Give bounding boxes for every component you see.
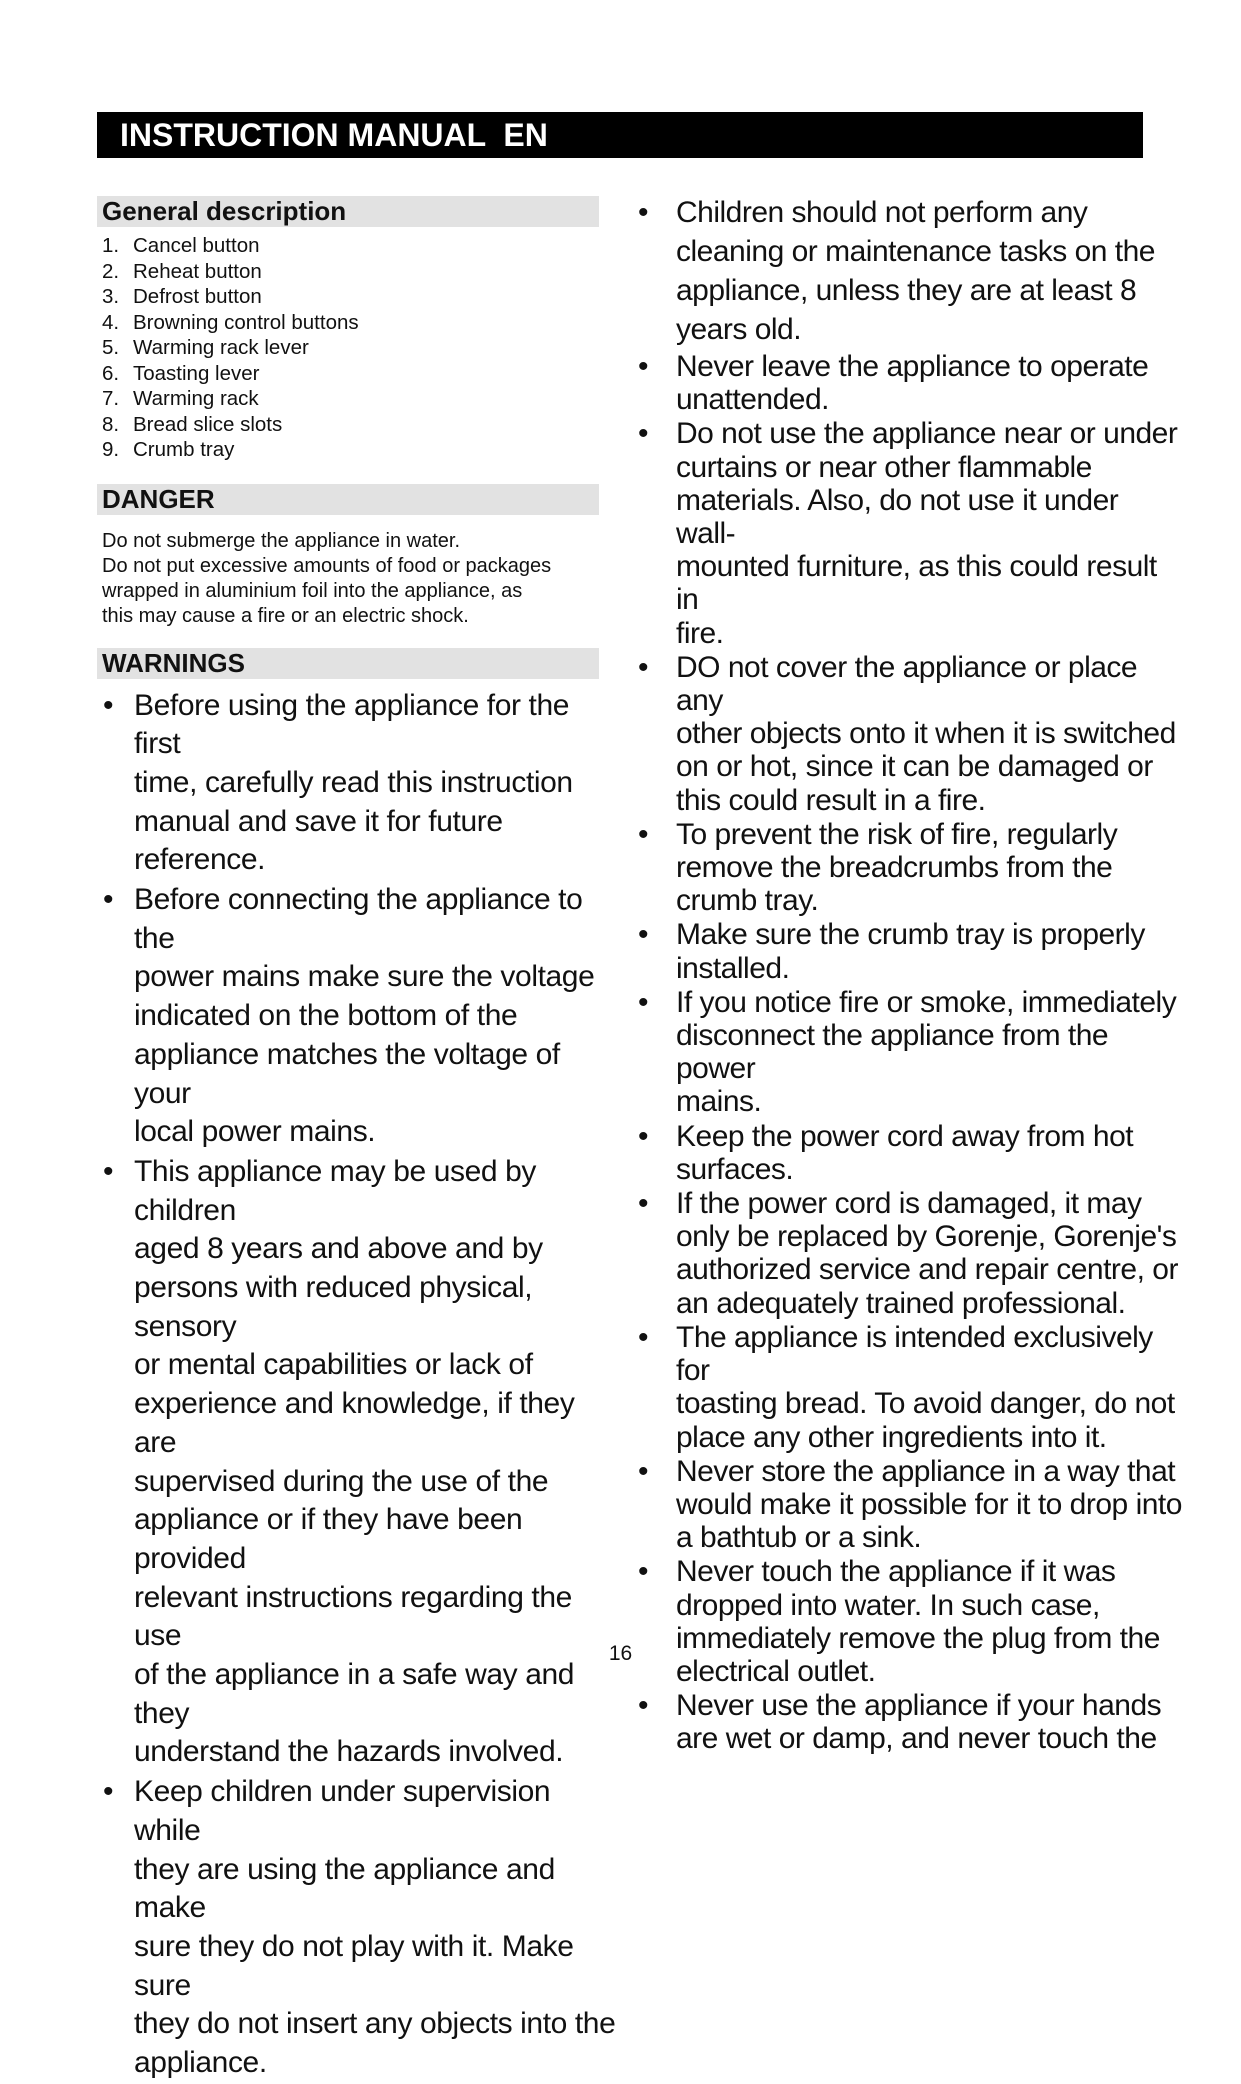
warning-line: Never store the appliance in a way that [676,1454,1176,1488]
bullet-icon: • [103,1154,114,1188]
warning-line: authorized service and repair centre, or [676,1253,1178,1287]
warning-line: unattended. [676,383,829,417]
warning-line: power mains make sure the voltage [134,960,595,994]
warning-line: Never leave the appliance to operate [676,350,1149,383]
general-description-heading: General description [97,196,599,227]
danger-heading: DANGER [97,484,599,515]
item-number: 1. [102,234,120,257]
warning-line: time, carefully read this instruction [134,765,573,799]
warning-line: If the power cord is damaged, it may [676,1187,1142,1221]
warning-line: an adequately trained professional. [676,1286,1126,1320]
warning-line: relevant instructions regarding the use [134,1580,572,1653]
bullet-icon: • [638,1689,649,1723]
item-text: Crumb tray [133,438,235,461]
item-text: Bread slice slots [133,412,283,436]
right-column [638,193,1183,1757]
item-number: 6. [102,361,120,385]
general-description-item [97,386,622,412]
bullet-icon: • [638,1187,649,1221]
warning-line: understand the hazards involved. [134,1735,564,1769]
warning-line: Keep the power cord away from hot [676,1119,1134,1153]
warning-item [97,1773,622,2083]
warnings-heading: WARNINGS [97,648,599,679]
warning-item [97,881,622,1152]
warning-line: Children should not perform any [676,196,1088,229]
warning-line: on or hot, since it can be damaged or [676,750,1153,784]
page-header: INSTRUCTION MANUAL EN [97,112,1143,158]
danger-line: Do not put excessive amounts of food or packages [102,554,552,577]
warning-line: appliance or if they have been provided [134,1503,523,1575]
warning-line: local power mains. [134,1115,376,1149]
warning-line: appliance, unless they are at least 8 [676,274,1137,307]
warning-line: Do not use the appliance near or under [676,417,1178,451]
warning-line: If you notice fire or smoke, immediately [676,985,1177,1019]
warning-item [97,1153,622,1772]
warning-item [638,1321,1183,1454]
item-number: 5. [102,336,120,359]
danger-line: Do not submerge the appliance in water. [102,529,460,552]
bullet-icon: • [638,196,649,229]
left-column [97,196,622,2084]
warning-line: this could result in a fire. [676,783,986,817]
bullet-icon: • [638,1119,649,1153]
warning-line: curtains or near other flammable [676,450,1092,484]
warning-line: mounted furniture, as this could result in [676,550,1157,617]
bullet-icon: • [103,883,114,917]
warning-line: dropped into water. In such case, [676,1588,1100,1622]
warning-line: would make it possible for it to drop into [676,1487,1182,1521]
warning-line: place any other ingredients into it. [676,1420,1107,1454]
bullet-icon: • [638,650,649,684]
bullet-icon: • [638,985,649,1019]
warning-line: aged 8 years and above and by [134,1232,543,1266]
warning-item [638,918,1183,984]
warning-line: This appliance may be used by children [134,1154,536,1227]
bullet-icon: • [103,688,114,722]
item-number: 4. [102,310,120,334]
general-description-item [97,259,622,285]
general-description-item [97,233,622,259]
general-description-list [97,233,622,463]
warning-item [638,651,1183,817]
page-number: 16 [608,1642,633,1665]
bullet-icon: • [638,1555,649,1589]
warning-line: appliance matches the voltage of your [134,1037,560,1110]
item-number: 8. [102,412,120,436]
warning-line: The appliance is intended exclusively for [676,1320,1153,1388]
warning-line: materials. Also, do not use it under wall- [676,483,1119,551]
bullet-icon: • [638,817,649,851]
general-description-item [97,335,622,361]
item-number: 3. [102,285,120,308]
item-text: Toasting lever [133,361,260,385]
warning-line: appliance. [134,2046,267,2080]
item-number: 7. [102,387,120,410]
warning-line: they do not insert any objects into the [134,2007,616,2041]
warning-line: immediately remove the plug from the [676,1621,1160,1655]
warning-line: manual and save it for future reference. [134,804,503,877]
warning-line: remove the breadcrumbs from the [676,851,1113,885]
warning-line: Before using the appliance for the first [134,688,570,761]
warning-line: disconnect the appliance from the power [676,1019,1109,1086]
warning-line: other objects onto it when it is switched [676,717,1176,751]
item-text: Warming rack lever [133,336,309,359]
bullet-icon: • [638,1454,649,1488]
warning-item [97,687,622,881]
item-number: 2. [102,259,120,283]
danger-line: this may cause a fire or an electric shock. [102,604,469,627]
warning-line: only be replaced by Gorenje, Gorenje's [676,1220,1177,1254]
warning-line: experience and knowledge, if they are [134,1387,575,1459]
warning-line: Keep children under supervision while [134,1775,551,1847]
warning-line: years old. [676,313,802,346]
warning-line: toasting bread. To avoid danger, do not [676,1387,1175,1421]
warning-line: surfaces. [676,1152,794,1186]
warning-line: indicated on the bottom of the [134,999,518,1033]
warning-item [638,417,1183,649]
general-description-item [97,412,622,438]
warnings-list-right [638,193,1183,1756]
warning-line: electrical outlet. [676,1654,876,1688]
warning-line: DO not cover the appliance or place any [676,650,1138,718]
bullet-icon: • [103,1775,114,1809]
warning-line: sure they do not play with it. Make sure [134,1930,574,2002]
warning-line: Make sure the crumb tray is properly [676,918,1145,952]
item-text: Defrost button [133,285,262,308]
warning-line: of the appliance in a safe way and they [134,1658,575,1730]
warnings-list-left [97,687,622,2083]
warning-line: crumb tray. [676,884,819,918]
bullet-icon: • [638,417,649,451]
warning-line: fire. [676,616,724,650]
warning-item [638,1555,1183,1688]
item-text: Reheat button [133,259,262,283]
warning-item [638,1455,1183,1555]
general-description-item [97,437,622,463]
item-number: 9. [102,438,120,461]
warning-line: Never use the appliance if your hands [676,1689,1162,1723]
warning-line: supervised during the use of the [134,1464,549,1498]
warning-line: mains. [676,1085,762,1119]
general-description-item [97,310,622,336]
item-text: Cancel button [133,234,260,257]
warning-item [638,350,1183,416]
warning-line: installed. [676,951,790,985]
warning-line: a bathtub or a sink. [676,1521,922,1555]
warning-item [638,986,1183,1119]
warning-item [638,1689,1183,1755]
general-description-item [97,361,622,387]
warning-line: Never touch the appliance if it was [676,1555,1116,1589]
bullet-icon: • [638,918,649,952]
general-description-item [97,284,622,310]
warning-item [638,818,1183,918]
item-text: Browning control buttons [133,310,359,334]
warning-item [638,1187,1183,1320]
warning-item [638,193,1183,349]
bullet-icon: • [638,1320,649,1354]
warning-item [638,1120,1183,1186]
warning-line: or mental capabilities or lack of [134,1348,533,1382]
warning-line: cleaning or maintenance tasks on the [676,235,1155,268]
danger-line: wrapped in aluminium foil into the appliance, as [102,579,523,602]
warning-line: are wet or damp, and never touch the [676,1722,1157,1756]
danger-text [97,529,622,629]
item-text: Warming rack [133,387,259,410]
bullet-icon: • [638,350,649,383]
warning-line: persons with reduced physical, sensory [134,1271,533,1343]
warning-line: Before connecting the appliance to the [134,883,583,955]
warning-line: they are using the appliance and make [134,1852,555,1925]
warning-line: To prevent the risk of fire, regularly [676,817,1118,851]
